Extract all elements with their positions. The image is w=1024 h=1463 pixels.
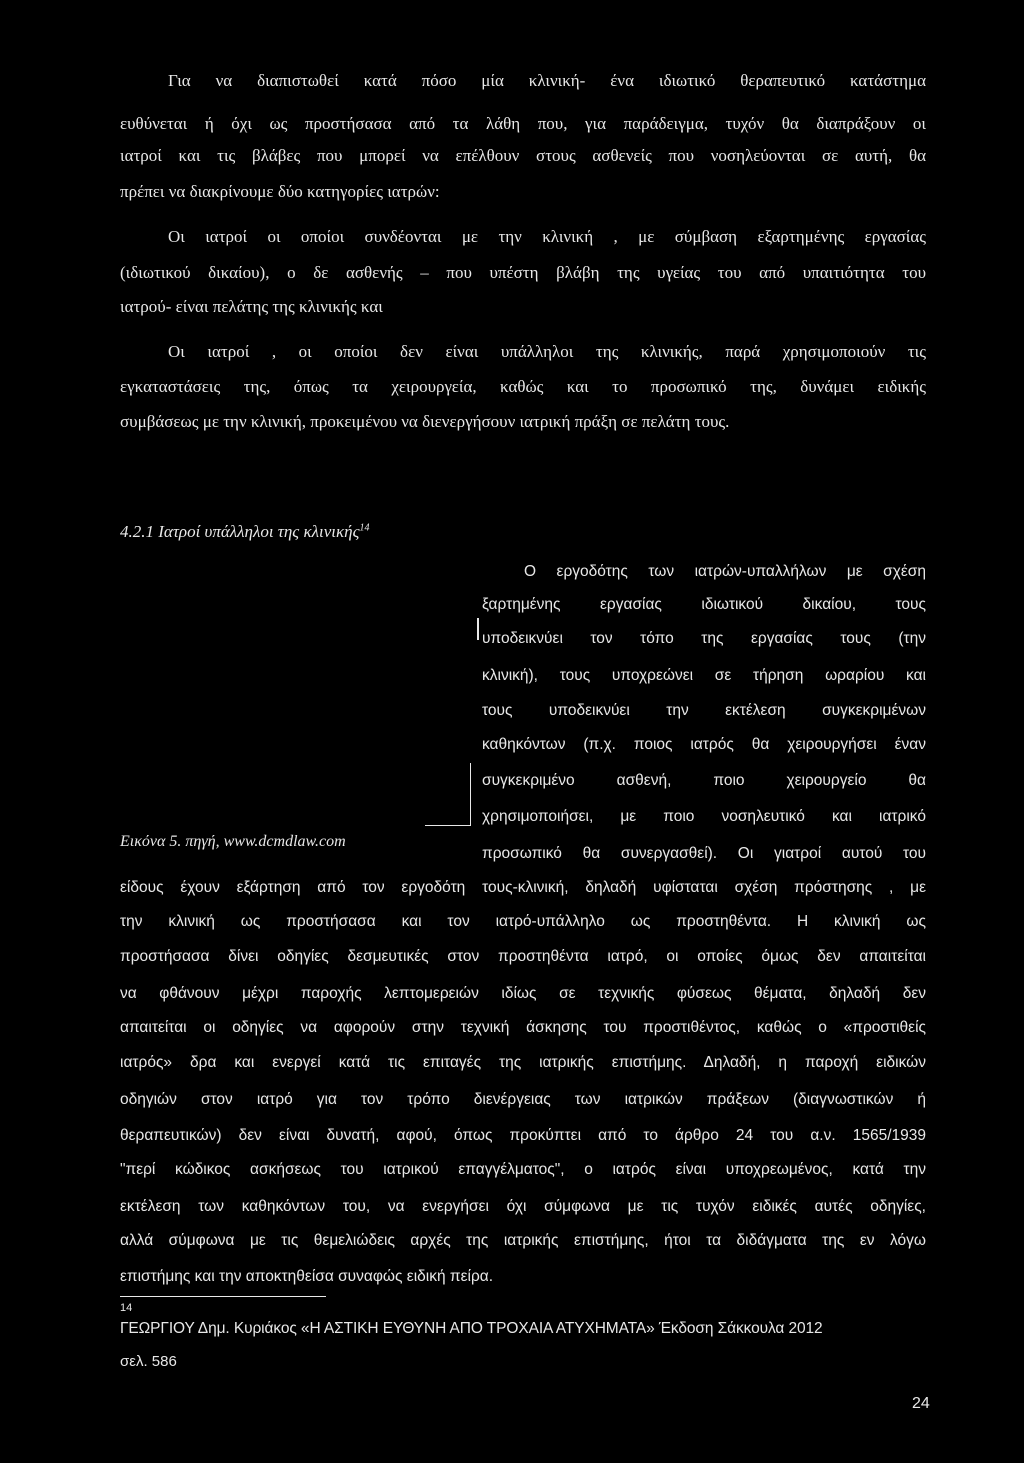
page-number: 24 (912, 1395, 930, 1412)
text-line: ξαρτημένης εργασίας ιδιωτικού δικαίου, τους (482, 596, 926, 613)
text-line: αλλά σύμφωνα με τις θεμελιώδεις αρχές της ιατρικής επιστήμης, ήτοι τα διδάγματα της εν λόγω (120, 1232, 926, 1249)
figure-border-line (477, 618, 479, 640)
text-line: συγκεκριμένο ασθενή, ποιο χειρουργείο θα (482, 772, 926, 789)
text-line: υποδεικνύει τον τόπο της εργασίας τους (την (482, 630, 926, 647)
text-line: επιστήμης και την αποκτηθείσα συναφώς ειδική πείρα. (120, 1268, 494, 1285)
figure-caption: Εικόνα 5. πηγή, www.dcmdlaw.com (120, 833, 346, 850)
text-line: (ιδιωτικού δικαίου), ο δε ασθενής – που υπέστη βλάβη της υγείας του από υπαιτιότητα του (120, 263, 926, 282)
text-line: ιατρός» δρα και ενεργεί κατά τις επιταγές της ιατρικής επιστήμης. Δηλαδή, η παροχή ειδικών (120, 1054, 926, 1071)
text-line: εγκαταστάσεις της, όπως τα χειρουργεία, καθώς και το προσωπικό της, δυνάμει ειδικής (120, 377, 926, 396)
text-line: Ο εργοδότης των ιατρών-υπαλλήλων με σχέση (524, 563, 926, 580)
figure-border-line (425, 825, 471, 826)
text-line: Για να διαπιστωθεί κατά πόσο μία κλινική- ένα ιδιωτικό θεραπευτικό κατάστημα (168, 71, 926, 90)
text-line: εκτέλεση των καθηκόντων του, να ενεργήσει όχι σύμφωνα με τις τυχόν ειδικές αυτές οδηγίες, (120, 1198, 926, 1215)
text-line: κλινική), τους υποχρεώνει σε τήρηση ωραρίου και (482, 667, 926, 684)
footnote-reference: 14 (359, 522, 370, 534)
text-line: πρέπει να διακρίνουμε δύο κατηγορίες ιατρών: (120, 182, 440, 201)
text-line: ιατρού- είναι πελάτης της κλινικής και (120, 297, 383, 316)
section-heading (120, 521, 369, 543)
text-line: την κλινική ως προστήσασα και τον ιατρό-υπάλληλο ως προστηθέντα. Η κλινική ως (120, 913, 926, 930)
text-line: Οι ιατροί οι οποίοι συνδέονται με την κλινική , με σύμβαση εξαρτημένης εργασίας (168, 227, 926, 246)
text-line: προστήσασα δίνει οδηγίες δεσμευτικές στον προστηθέντα ιατρό, οι οποίες όμως δεν απαιτείται (120, 948, 926, 965)
text-line: θεραπευτικών) δεν είναι δυνατή, αφού, όπως προκύπτει από το άρθρο 24 του α.ν. 1565/1939 (120, 1127, 926, 1144)
text-line: Οι ιατροί , οι οποίοι δεν είναι υπάλληλοι της κλινικής, παρά χρησιμοποιούν τις (168, 342, 926, 361)
text-line: καθηκόντων (π.χ. ποιος ιατρός θα χειρουργήσει έναν (482, 736, 926, 753)
text-line: "περί κώδικος ασκήσεως του ιατρικού επαγγέλματος", ο ιατρός είναι υποχρεωμένος, κατά την (120, 1161, 926, 1178)
text-line: απαιτείται οι οδηγίες να αφορούν στην τεχνική άσκησης του προστιθέντος, καθώς ο «προστιθείς (120, 1019, 926, 1036)
text-line: προσωπικό θα συνεργασθεί). Οι γιατροί αυτού του (482, 845, 926, 862)
footnote-text: ΓΕΩΡΓΙΟΥ Δημ. Κυριάκος «Η ΑΣΤΙΚΗ ΕΥΘΥΝΗ ΑΠΟ ΤΡΟΧΑΙΑ ΑΤΥΧΗΜΑΤΑ» Έκδοση Σάκκουλα 2012 (120, 1320, 823, 1337)
text-line: χρησιμοποιήσει, με ποιο νοσηλευτικό και ιατρικό (482, 808, 926, 825)
text-line: ευθύνεται ή όχι ως προστήσασα από τα λάθη που, για παράδειγμα, τυχόν θα διαπράξουν οι (120, 114, 926, 133)
text-line: οδηγιών στον ιατρό για τον τρόπο διενέργειας των ιατρικών πράξεων (διαγνωστικών ή (120, 1091, 926, 1108)
text-line: τους υποδεικνύει την εκτέλεση συγκεκριμένων (482, 702, 926, 719)
text-line: είδους έχουν εξάρτηση από τον εργοδότη τους-κλινική, δηλαδή υφίσταται σχέση πρόστησης , με (120, 879, 926, 896)
figure-border-line (470, 763, 471, 825)
footnote-separator (120, 1296, 326, 1297)
section-heading-text: 4.2.1 Ιατροί υπάλληλοι της κλινικής (120, 522, 360, 541)
footnote-number: 14 (120, 1302, 133, 1314)
text-line: ιατροί και τις βλάβες που μπορεί να επέλθουν στους ασθενείς που νοσηλεύονται σε αυτή, θα (120, 146, 926, 165)
footnote-page: σελ. 586 (120, 1353, 177, 1370)
text-line: συμβάσεως με την κλινική, προκειμένου να διενεργήσουν ιατρική πράξη σε πελάτη τους. (120, 412, 730, 431)
text-line: να φθάνουν μέχρι παροχής λεπτομερειών ιδίως σε τεχνικής φύσεως θέματα, δηλαδή δεν (120, 985, 926, 1002)
